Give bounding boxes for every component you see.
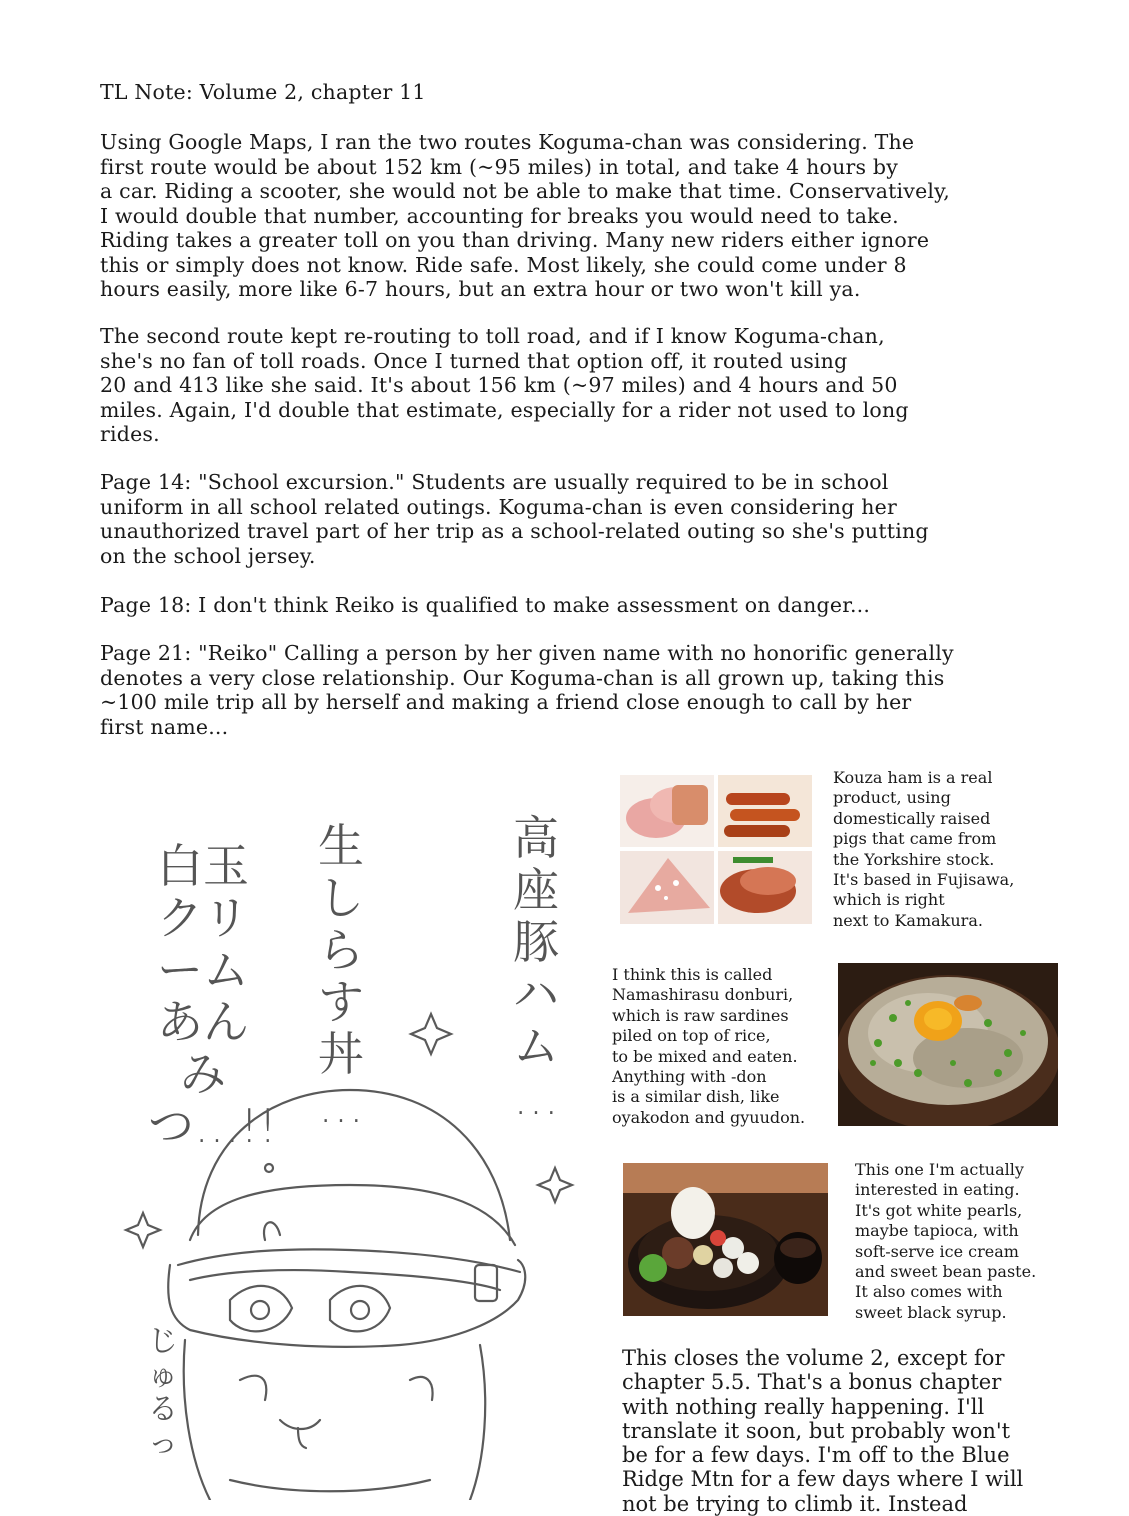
note-heading: TL Note: Volume 2, chapter 11	[100, 80, 426, 104]
note-paragraph-page14: Page 14: "School excursion." Students are usually required to be in school uniform in all school related outings. Koguma-chan is even considering her unauthorized travel part of her trip as a school-related outing so she's putting on the school jersey.	[100, 470, 929, 568]
donburi-photo	[838, 963, 1058, 1126]
ham-photo-collage	[618, 773, 814, 926]
sketch-illustration	[30, 760, 610, 1500]
note-paragraph-routes: Using Google Maps, I ran the two routes Koguma-chan was considering. The first route would be about 152 km (~95 miles) in total, and take 4 hours by a car. Riding a scooter, she would not be able to make that time. Conservatively, I would double that number, accounting for breaks you would need to take. Riding takes a greater toll on you than driving. Many new riders either ignore this or simply does not know. Ride safe. Most likely, she could come under 8 hours easily, more like 6-7 hours, but an extra hour or two won't kill ya.	[100, 130, 950, 301]
helmet-girl-drawing	[30, 760, 610, 1500]
closing-note: This closes the volume 2, except for chapter 5.5. That's a bonus chapter with nothing really happening. I'll translate it soon, but probably won't be for a few days. I'm off to the Blue Ridge Mtn for a few days where I will not be trying to climb it. Instead	[622, 1346, 1024, 1516]
donburi-caption: I think this is called Namashirasu donburi, which is raw sardines piled on top of rice, to be mixed and eaten. Anything with -don is a similar dish, like oyakodon and gyuudon.	[612, 965, 806, 1127]
sketch-text-mumble: じゅるっ	[148, 1324, 178, 1461]
sketch-text-kouza-ham: 高座豚ハム …	[513, 811, 559, 1125]
ham-caption: Kouza ham is a real product, using domestically raised pigs that came from the Yorkshire stock. It's based in Fujisawa, which is right next to Kamakura.	[833, 768, 1015, 930]
note-paragraph-page18: Page 18: I don't think Reiko is qualified to make assessment on danger...	[100, 593, 871, 617]
sketch-text-namashirasu-don: 生しらす丼 …	[318, 819, 364, 1133]
sketch-text-shiratama-anmitsu: 白玉クリーム あんみつ…!!	[148, 839, 277, 1153]
note-paragraph-second-route: The second route kept re-routing to toll road, and if I know Koguma-chan, she's no fan of toll roads. Once I turned that option off, it routed using 20 and 413 like she said. It's about 156 km (~97 miles) and 4 hours and 50 miles. Again, I'd double that estimate, especially for a rider not used to long rides.	[100, 324, 909, 446]
note-paragraph-page21: Page 21: "Reiko" Calling a person by her given name with no honorific generally denotes a very close relationship. Our Koguma-chan is all grown up, taking this ~100 mile trip all by herself and making a friend close enough to call by her first name...	[100, 641, 954, 739]
anmitsu-caption: This one I'm actually interested in eating. It's got white pearls, maybe tapioca, with soft-serve ice cream and sweet bean paste. It also comes with sweet black syrup.	[855, 1160, 1037, 1322]
anmitsu-photo	[623, 1163, 828, 1316]
